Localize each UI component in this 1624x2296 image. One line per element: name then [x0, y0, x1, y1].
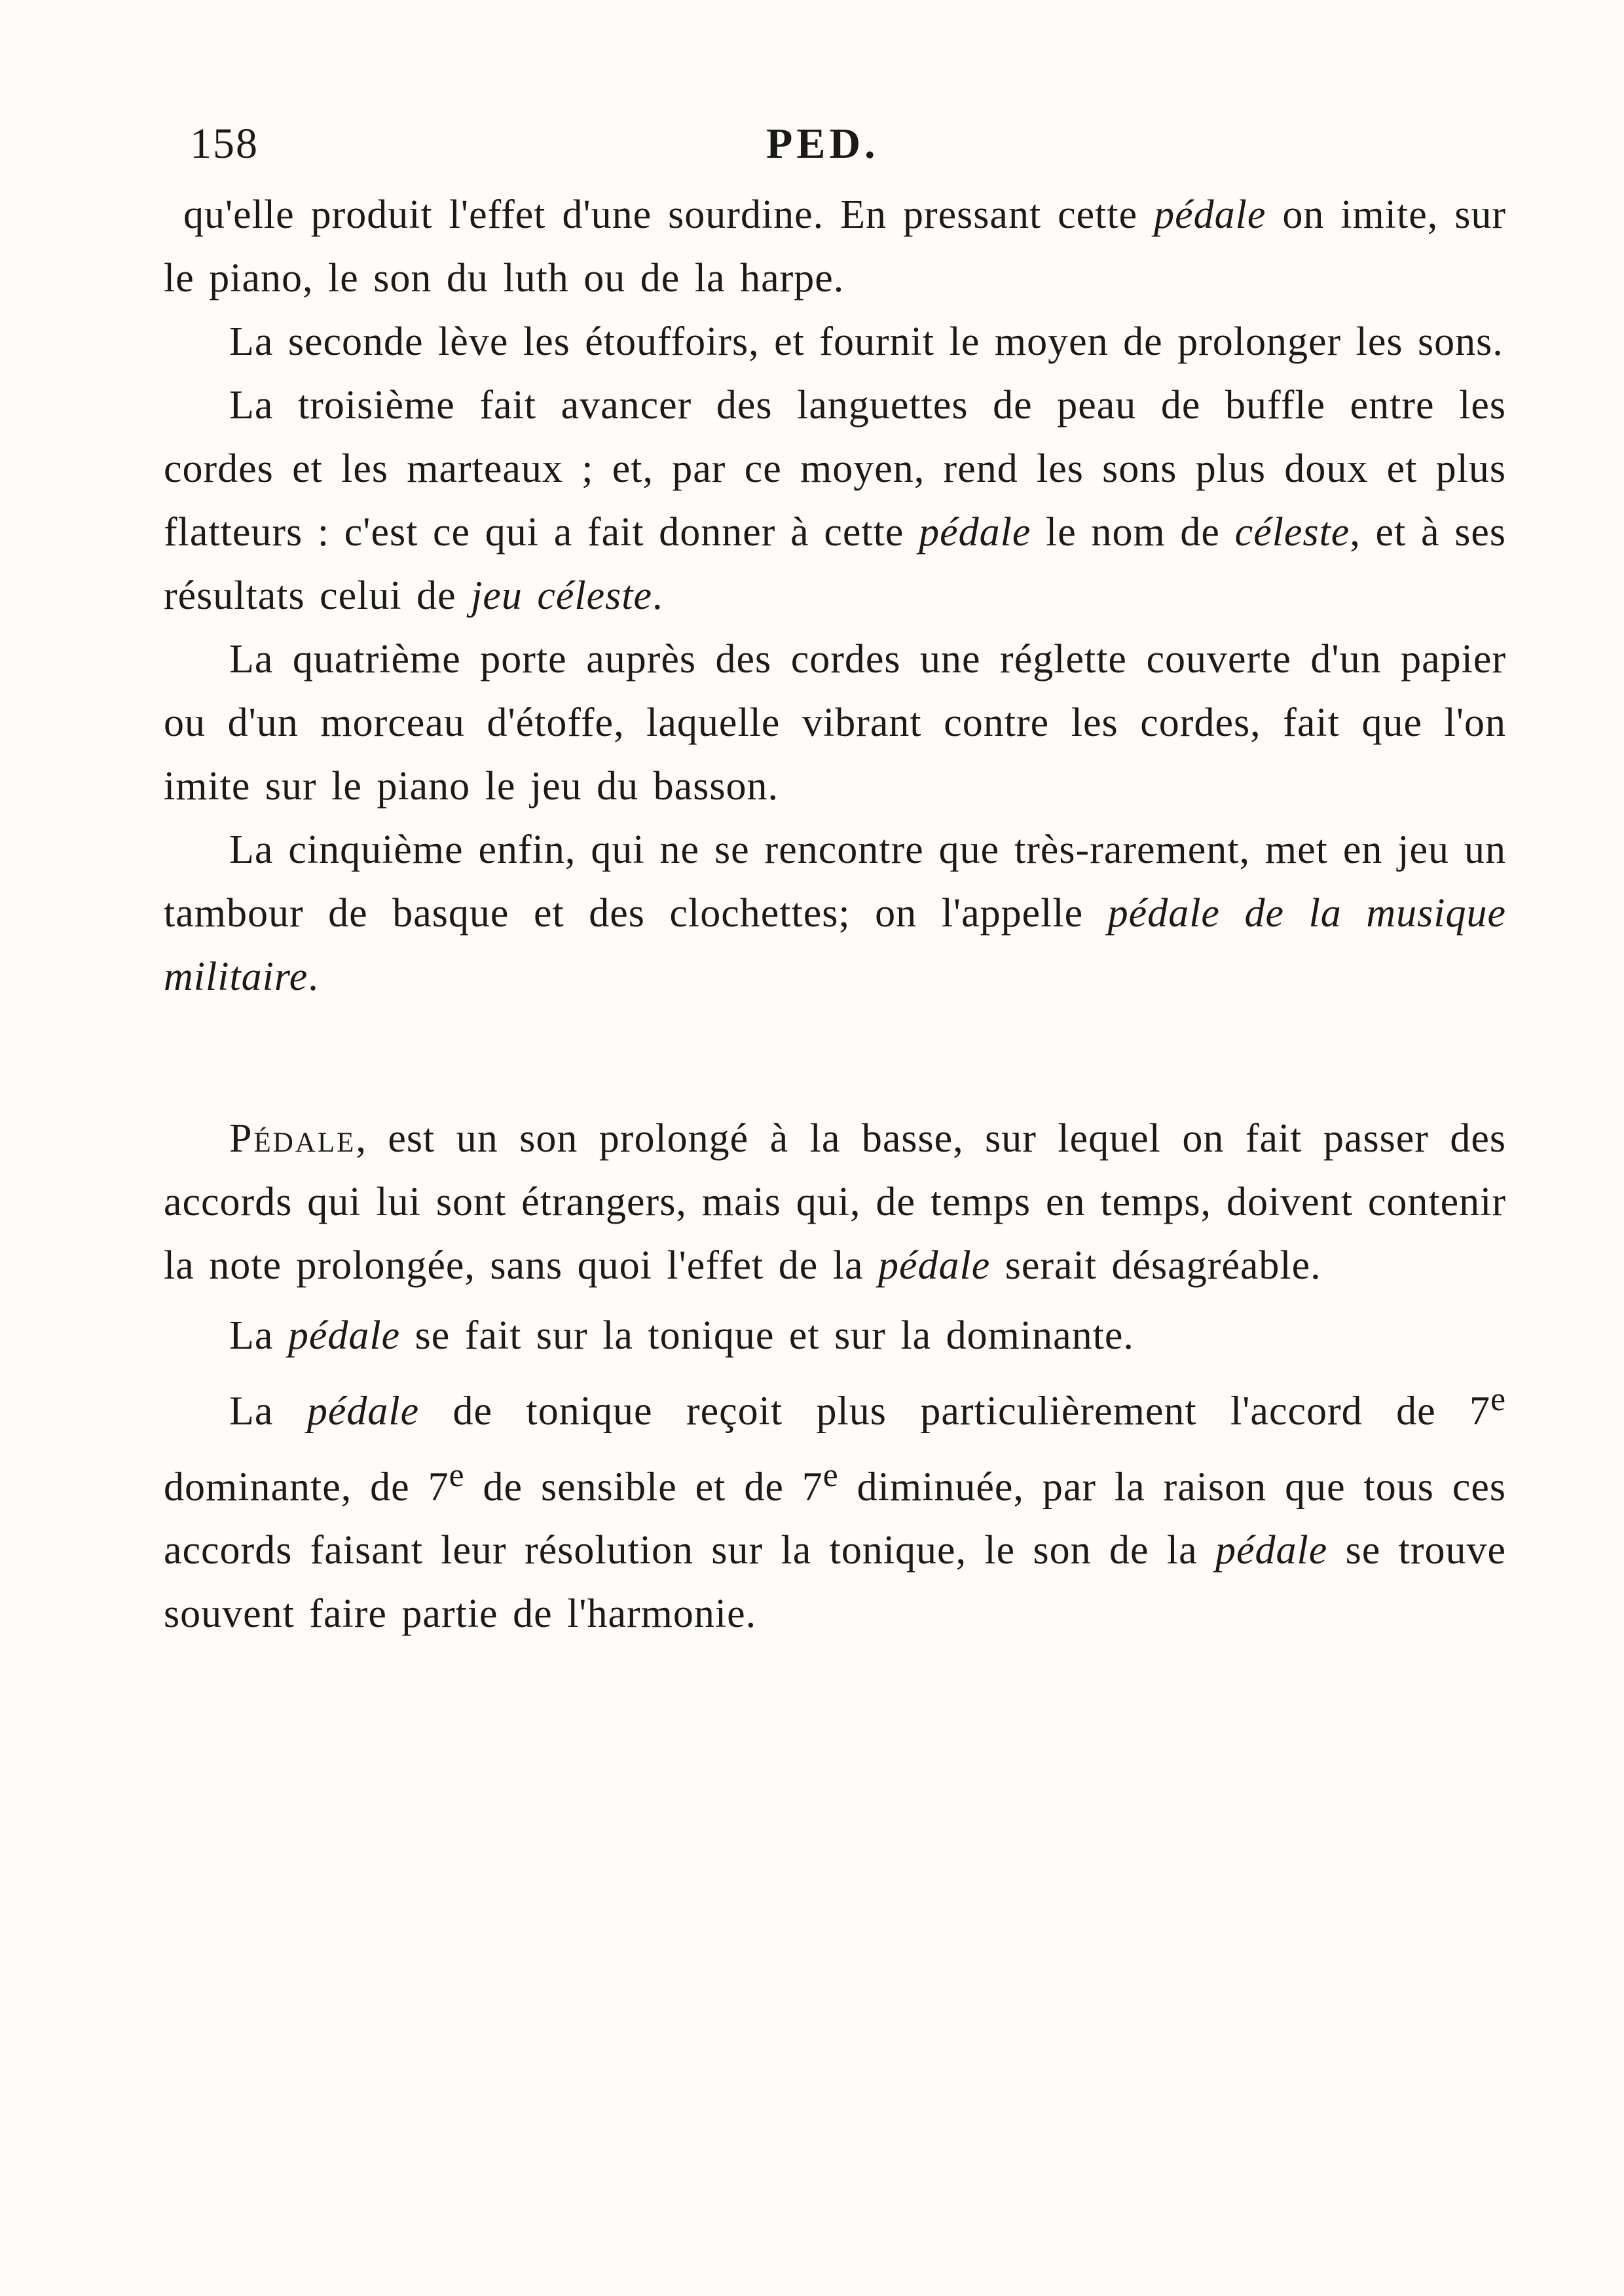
text-span: . — [652, 574, 663, 618]
italic-term: pédale — [1154, 192, 1266, 237]
italic-term: jeu céleste — [471, 574, 653, 618]
text-span: . — [308, 955, 319, 999]
text-span: La — [229, 1313, 288, 1358]
page-number: 158 — [190, 120, 259, 168]
text-span: La seconde lève les étouffoirs, et fournit le moyen de prolonger les sons. — [229, 319, 1504, 364]
text-span: dominante, de 7 — [164, 1465, 449, 1510]
superscript: e — [822, 1456, 839, 1494]
text-span: qu'elle produit l'effet d'une sourdine. En pressant cette — [183, 192, 1154, 237]
text-span: diminuée, par la raison que tous ces accords faisant leur résolution sur la tonique, le son de la — [164, 1465, 1506, 1573]
paragraph-5 — [164, 818, 1506, 1009]
page-header — [164, 105, 1506, 183]
italic-term: pédale — [306, 1389, 420, 1434]
paragraph-2 — [164, 310, 1506, 374]
text-span: de tonique reçoit plus particulièrement l'accord de 7 — [419, 1389, 1491, 1434]
entry-headword: Pédale — [229, 1116, 356, 1161]
text-span: serait désagréable. — [990, 1243, 1321, 1288]
italic-term: pédale de la musique militaire — [164, 891, 1506, 999]
italic-term: céleste — [1234, 510, 1350, 555]
text-span: se fait sur la tonique et sur la dominante. — [400, 1313, 1134, 1358]
text-span: La — [229, 1389, 307, 1434]
paragraph-6-entry — [164, 1107, 1506, 1298]
paragraph-3 — [164, 374, 1506, 628]
text-span: La quatrième porte auprès des cordes une réglette couverte d'un papier ou d'un morceau d'étoffe, laquelle vibrant contre les cordes, fait que l'on imite sur le piano le jeu du basson. — [164, 637, 1506, 809]
text-span: de sensible et de 7 — [464, 1465, 823, 1510]
italic-term: pédale — [919, 510, 1031, 555]
superscript: e — [449, 1456, 465, 1494]
italic-term: pédale — [287, 1313, 401, 1358]
text-span: se trouve souvent faire partie de l'harmonie. — [164, 1528, 1506, 1637]
paragraph-1 — [164, 183, 1506, 310]
paragraph-7 — [164, 1304, 1506, 1368]
book-page — [164, 105, 1506, 2200]
text-span: La troisième fait avancer des languettes de peau de buffle entre les cordes et les marteaux ; et, par ce moyen, rend les sons plus doux et plus flatteurs : c'est ce qui a fait donner à cette — [164, 383, 1506, 555]
text-span: on imite, sur le piano, le son du luth ou de la harpe. — [164, 192, 1507, 301]
text-span: , est un son prolongé à la basse, sur lequel on fait passer des accords qui lui sont étrangers, mais qui, de temps en temps, doivent contenir la note prolongée, sans quoi l'effet de la — [164, 1116, 1506, 1288]
paragraph-4 — [164, 628, 1506, 818]
body-text — [164, 183, 1506, 1646]
text-span: le nom de — [1031, 510, 1235, 555]
italic-term: pédale — [1215, 1528, 1328, 1573]
italic-term: pédale — [878, 1243, 991, 1288]
running-head: PED. — [766, 120, 879, 168]
paragraph-8 — [164, 1368, 1506, 1646]
text-span: La cinquième enfin, qui ne se rencontre que très-rarement, met en jeu un tambour de basque et des clochettes; on l'appelle — [164, 828, 1506, 936]
superscript: e — [1490, 1381, 1506, 1418]
text-span: , et à ses résultats celui de — [164, 510, 1506, 618]
